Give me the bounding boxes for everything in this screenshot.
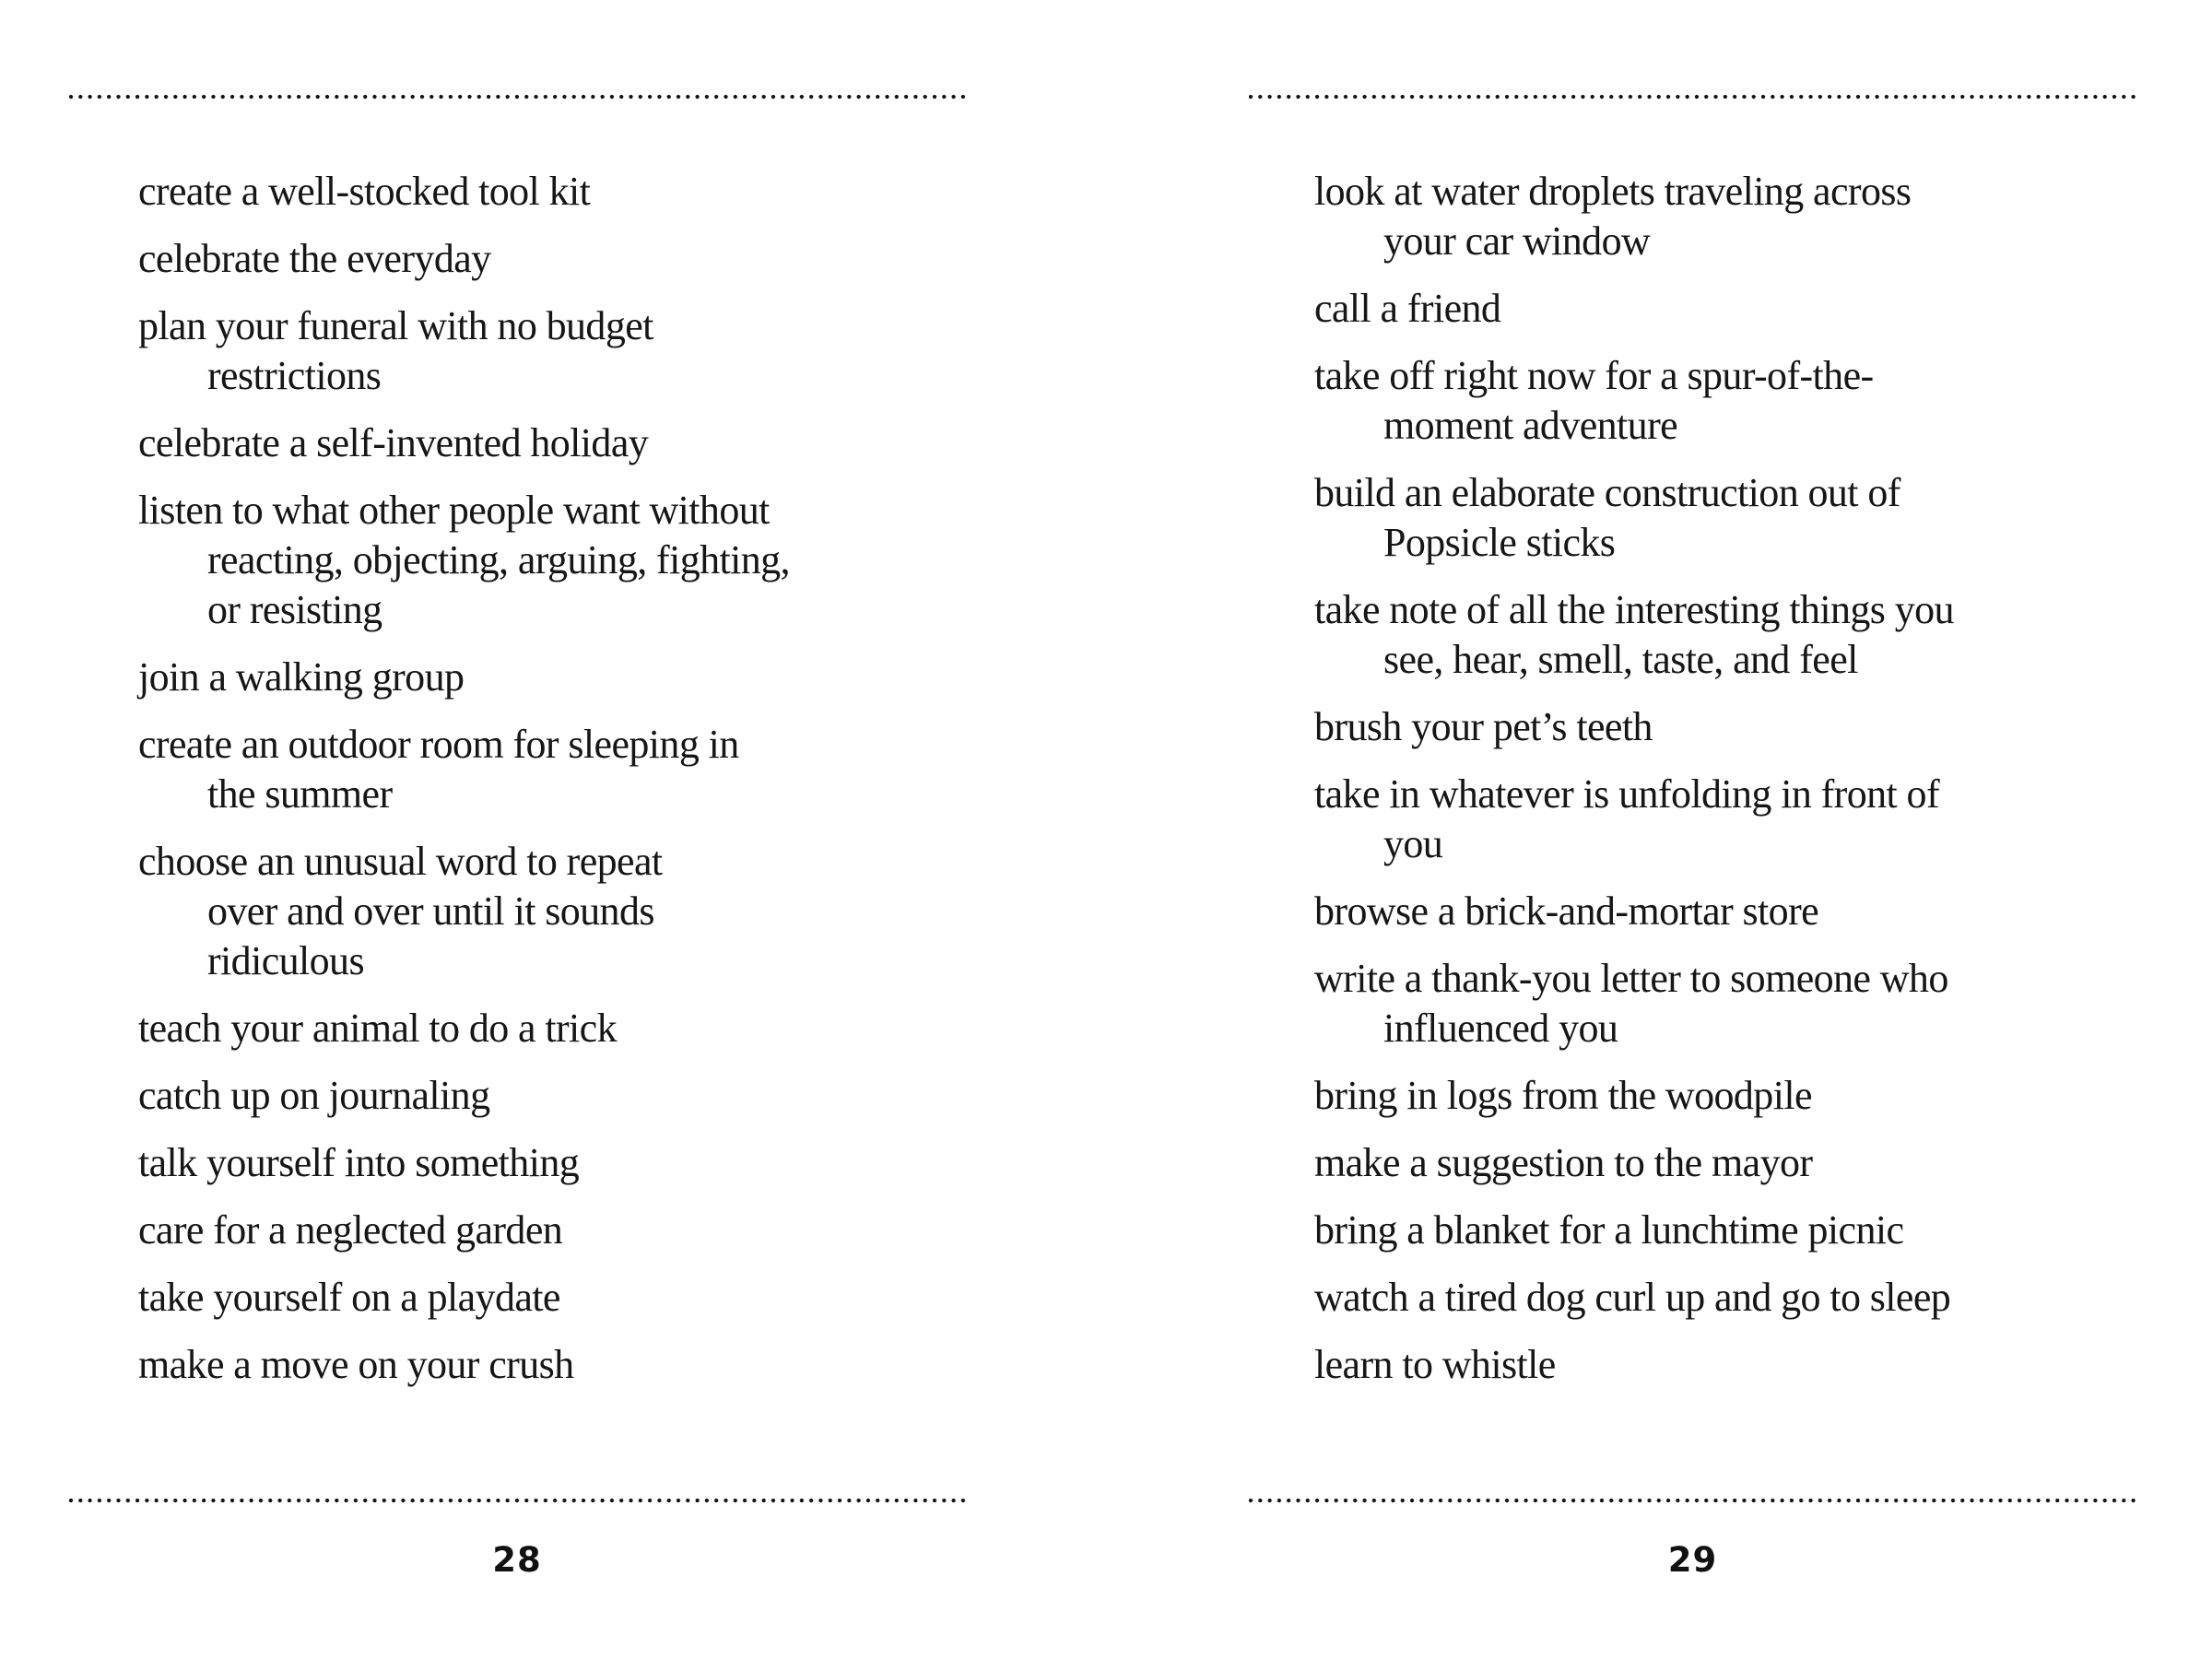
list-item [1314,770,2181,869]
item-line: or resisting [207,587,382,632]
item-line: join a walking group [138,654,465,700]
item-line: influenced you [1383,1006,1618,1051]
list-item [138,1340,1005,1390]
item-line: create an outdoor room for sleeping in [138,722,739,767]
item-line: make a move on your crush [138,1342,574,1387]
item-line: teach your animal to do a trick [138,1006,617,1051]
item-line: catch up on journaling [138,1073,490,1118]
list-item [1314,1206,2181,1255]
item-line: see, hear, smell, taste, and feel [1383,637,1858,682]
item-line: Popsicle sticks [1383,520,1616,565]
item-line: restrictions [207,353,382,398]
item-line: ridiculous [207,938,364,983]
list-item [138,1273,1005,1323]
item-line: look at water droplets traveling across [1314,169,1912,214]
list-item [138,720,1005,819]
list-item [138,653,1005,702]
item-line: choose an unusual word to repeat [138,839,663,884]
bottom-dotted-rule [67,1497,967,1504]
item-line: bring in logs from the woodpile [1314,1073,1812,1118]
item-line: celebrate the everyday [138,236,491,281]
list-item [138,1071,1005,1121]
activity-list-left [138,167,1005,1407]
list-item [138,1004,1005,1053]
list-item [1314,351,2181,451]
list-item [1314,585,2181,685]
page-right [1106,0,2212,1659]
list-item [1314,887,2181,936]
list-item [1314,1340,2181,1390]
list-item [1314,1273,2181,1323]
item-line: write a thank-you letter to someone who [1314,956,1948,1001]
page-number-right: 29 [1667,1540,1718,1580]
item-line: care for a neglected garden [138,1207,563,1253]
item-line: you [1383,821,1443,866]
list-item [1314,468,2181,568]
list-item [138,837,1005,986]
list-item [138,486,1005,635]
item-line: the summer [207,771,393,817]
top-dotted-rule [1247,93,2138,100]
item-line: over and over until it sounds [207,888,654,934]
item-line: learn to whistle [1314,1342,1556,1387]
list-item [1314,1071,2181,1121]
list-item [138,234,1005,284]
top-dotted-rule [67,93,967,100]
list-item [138,418,1005,468]
item-line: call a friend [1314,286,1501,331]
item-line: browse a brick-and-mortar store [1314,888,1819,934]
item-line: brush your pet’s teeth [1314,704,1653,749]
item-line: plan your funeral with no budget [138,303,653,348]
list-item [1314,702,2181,752]
item-line: talk yourself into something [138,1140,580,1185]
list-item [1314,1138,2181,1188]
item-line: take off right now for a spur-of-the- [1314,353,1874,398]
list-item [138,167,1005,217]
list-item [1314,167,2181,266]
list-item [1314,954,2181,1053]
list-item [138,301,1005,401]
item-line: bring a blanket for a lunchtime picnic [1314,1207,1904,1253]
item-line: watch a tired dog curl up and go to sleep [1314,1275,1951,1320]
list-item [1314,284,2181,334]
item-line: reacting, objecting, arguing, fighting, [207,537,790,582]
item-line: take yourself on a playdate [138,1275,560,1320]
page-number-left: 28 [492,1540,542,1580]
list-item [138,1206,1005,1255]
item-line: take in whatever is unfolding in front of [1314,771,1940,817]
list-item [138,1138,1005,1188]
item-line: take note of all the interesting things you [1314,587,1954,632]
item-line: listen to what other people want without [138,488,770,533]
item-line: your car window [1383,218,1651,264]
item-line: moment adventure [1383,403,1678,448]
item-line: create a well-stocked tool kit [138,169,591,214]
item-line: celebrate a self-invented holiday [138,420,649,465]
item-line: build an elaborate construction out of [1314,470,1900,515]
item-line: make a suggestion to the mayor [1314,1140,1813,1185]
bottom-dotted-rule [1247,1497,2138,1504]
activity-list-right [1314,167,2181,1407]
